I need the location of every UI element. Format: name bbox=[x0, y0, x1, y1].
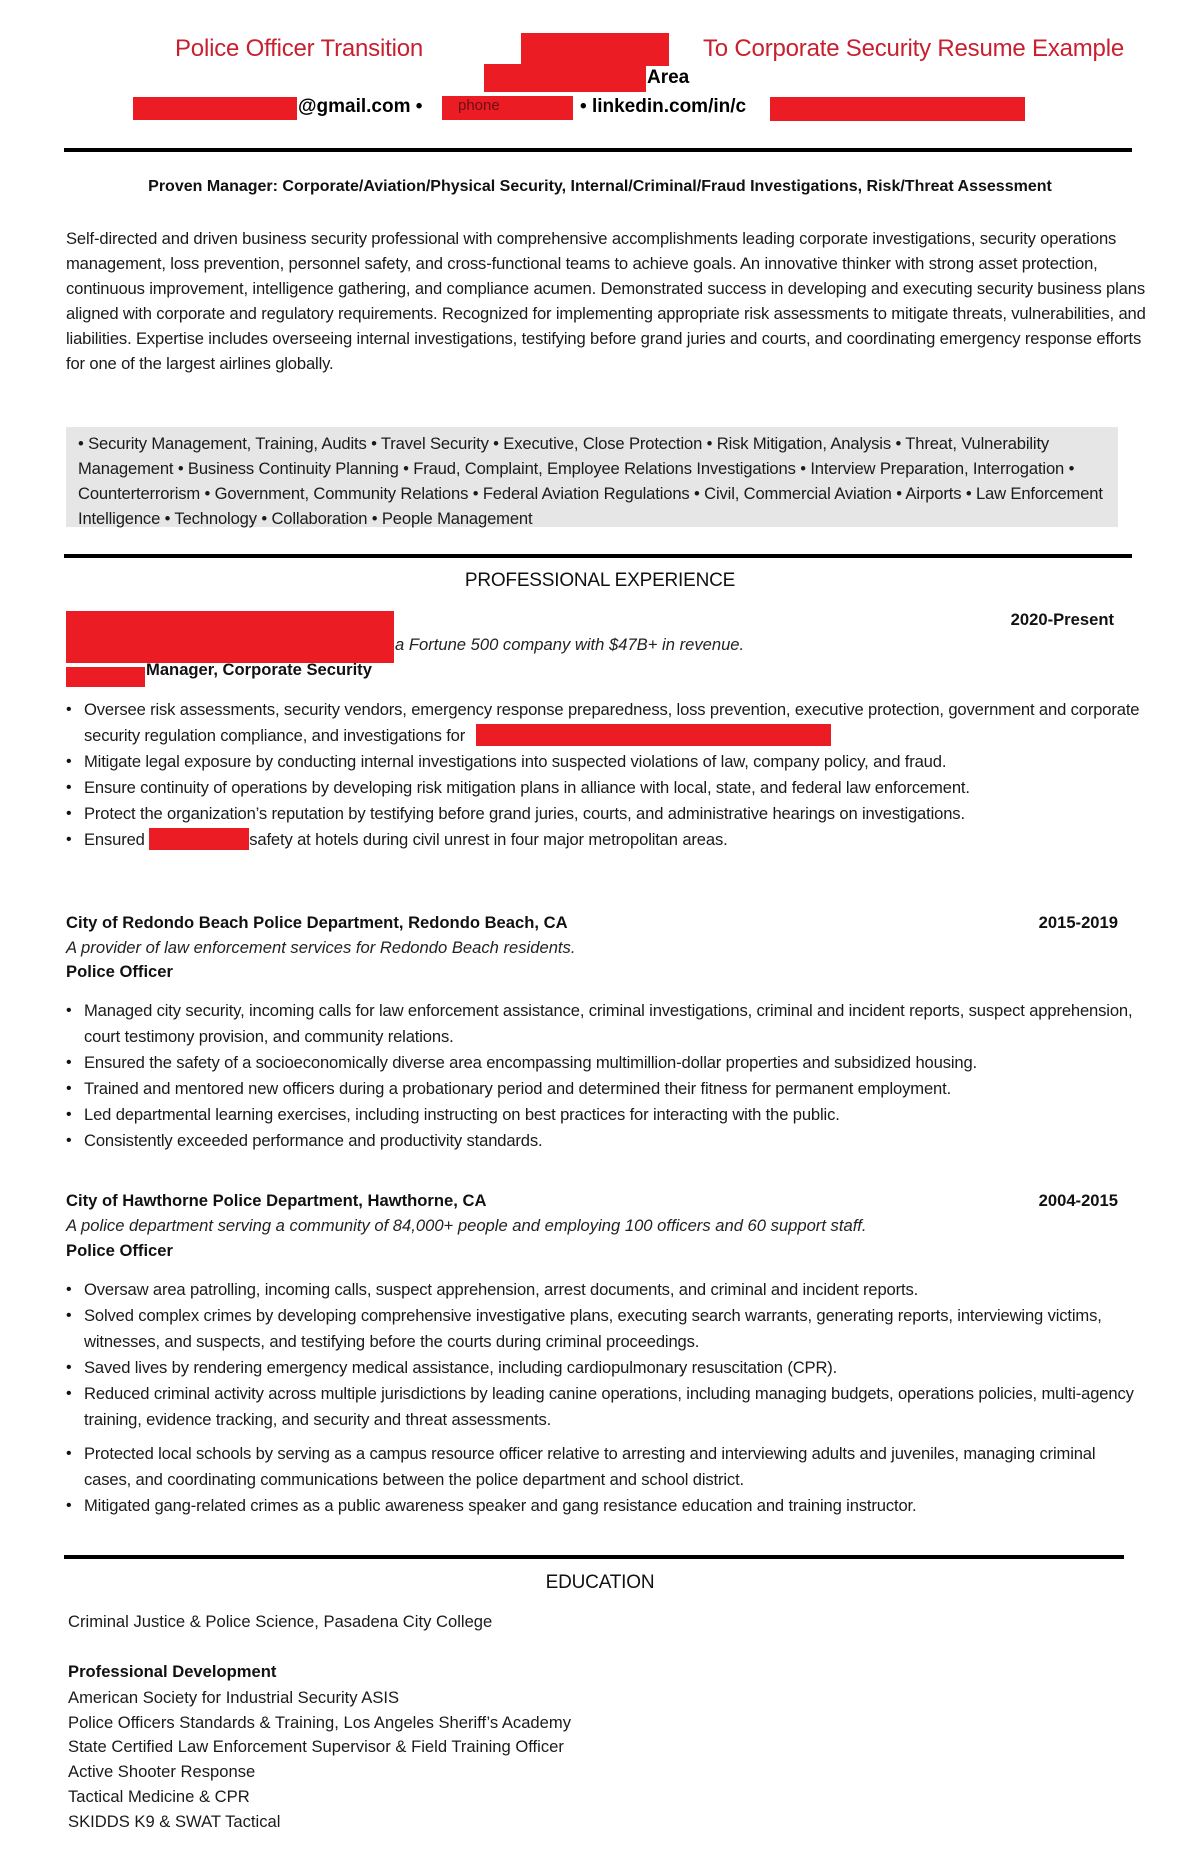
linkedin-url[interactable]: • linkedin.com/in/c bbox=[580, 96, 747, 117]
job-dates: 2004-2015 bbox=[1038, 1191, 1118, 1210]
job-company: City of Redondo Beach Police Department, Redondo Beach, CA bbox=[66, 913, 568, 932]
redacted-company bbox=[66, 611, 394, 663]
job-description: A police department serving a community of 84,000+ people and employing 100 officers and 60 support staff. bbox=[66, 1216, 867, 1235]
redacted-company-inline bbox=[476, 724, 831, 746]
bullet-item: • Led departmental learning exercises, including instructing on best practices for interacting with the public. bbox=[66, 1102, 1146, 1128]
bullet-item: • Protect the organization’s reputation by testifying before grand juries, courts, and administrative hearings on investigations. bbox=[66, 801, 1146, 827]
job-title: Police Officer bbox=[66, 962, 173, 981]
prof-dev-item: Tactical Medicine & CPR bbox=[68, 1786, 250, 1806]
prof-dev-item: State Certified Law Enforcement Supervisor & Field Training Officer bbox=[68, 1737, 564, 1757]
redacted-title-prefix bbox=[66, 667, 145, 687]
job-dates: 2020-Present bbox=[1010, 610, 1114, 629]
bullet-item: • Reduced criminal activity across multiple jurisdictions by leading canine operations, including managing budgets, operations policies, multi-agency training, evidence tracking, and security and threat assessments. bbox=[66, 1381, 1146, 1433]
divider-top bbox=[64, 148, 1132, 152]
bullet-item: • Trained and mentored new officers during a probationary period and determined their fitness for permanent employment. bbox=[66, 1076, 1146, 1102]
summary-paragraph: Self-directed and driven business security professional with comprehensive accomplishments leading corporate investigations, security operations management, loss prevention, personnel safety, and cross-functional teams to achieve goals. An innovative thinker with strong asset protection, continuous improvement, intelligence gathering, and compliance acumen. Demonstrated success in developing and executing security business plans aligned with corporate and regulatory requirements. Recognized for implementing appropriate risk assessments to mitigate threats, vulnerabilities, and liabilities. Expertise includes overseeing internal investigations, testifying before grand juries and courts, and coordinating emergency response efforts for one of the largest airlines globally. bbox=[66, 229, 1146, 373]
divider-education bbox=[64, 1555, 1124, 1559]
bullet-item: • Protected local schools by serving as a campus resource officer relative to arresting and interviewing adults and juveniles, managing criminal cases, and coordinating communications between the police department and school district. bbox=[66, 1441, 1146, 1493]
prof-dev-heading: Professional Development bbox=[68, 1662, 277, 1681]
resume-title-left: Police Officer Transition bbox=[175, 35, 423, 62]
redacted-inline bbox=[149, 828, 249, 850]
tagline: Proven Manager: Corporate/Aviation/Physical Security, Internal/Criminal/Fraud Investigations, Risk/Threat Assessment bbox=[148, 178, 1052, 195]
job-description: A provider of law enforcement services for Redondo Beach residents. bbox=[66, 938, 576, 957]
job-company: City of Hawthorne Police Department, Hawthorne, CA bbox=[66, 1191, 487, 1210]
skills-list: • Security Management, Training, Audits • Travel Security • Executive, Close Protection • Risk Mitigation, Analysis • Threat, Vulnerability Management • Business Continuity Planning • Fraud, Complaint, Employee Relations Investigations • Interview Preparation, Interrogation • Counterterrorism • Government, Community Relations • Federal Aviation Regulations • Civil, Commercial Aviation • Airports • Law Enforcement Intelligence • Technology • Collaboration • People Management bbox=[78, 434, 1103, 528]
bullet-item: • Saved lives by rendering emergency medical assistance, including cardiopulmonary resuscitation (CPR). bbox=[66, 1355, 1146, 1381]
bullet-item: • Managed city security, incoming calls for law enforcement assistance, criminal investigations, criminal and incident reports, suspect apprehension, court testimony provision, and community relations. bbox=[66, 998, 1146, 1050]
bullet-item: • Mitigate legal exposure by conducting internal investigations into suspected violations of law, company policy, and fraud. bbox=[66, 749, 1146, 775]
prof-dev-item: Police Officers Standards & Training, Los Angeles Sheriff’s Academy bbox=[68, 1712, 571, 1732]
job-dates: 2015-2019 bbox=[1038, 913, 1118, 932]
bullet-item: • Consistently exceeded performance and productivity standards. bbox=[66, 1128, 1146, 1154]
section-heading-experience: PROFESSIONAL EXPERIENCE bbox=[464, 570, 736, 591]
redacted-name bbox=[521, 33, 669, 66]
redacted-phone bbox=[442, 96, 573, 120]
bullet-item: • Ensured the safety of a socioeconomically diverse area encompassing multimillion-dollar properties and subsidized housing. bbox=[66, 1050, 1146, 1076]
bullet-item: • Solved complex crimes by developing comprehensive investigative plans, executing search warrants, generating reports, interviewing victims, witnesses, and suspects, and testifying before the courts during criminal proceedings. bbox=[66, 1303, 1146, 1355]
redacted-location bbox=[484, 64, 646, 92]
degree: Criminal Justice & Police Science, Pasadena City College bbox=[68, 1612, 493, 1631]
prof-dev-list bbox=[68, 1686, 571, 1834]
divider-experience bbox=[64, 554, 1132, 558]
location-suffix: Area bbox=[647, 67, 690, 88]
resume-title-right: To Corporate Security Resume Example bbox=[703, 35, 1124, 62]
job-title: Manager, Corporate Security bbox=[146, 660, 372, 679]
bullet-item: • Ensure continuity of operations by developing risk mitigation plans in alliance with local, state, and federal law enforcement. bbox=[66, 775, 1146, 801]
email-domain[interactable]: @gmail.com • bbox=[298, 96, 423, 117]
redacted-email-user bbox=[133, 97, 297, 120]
prof-dev-item: American Society for Industrial Security ASIS bbox=[68, 1688, 400, 1707]
skills-box bbox=[66, 427, 1118, 527]
prof-dev-item: Active Shooter Response bbox=[68, 1762, 256, 1782]
job-description: a Fortune 500 company with $47B+ in revenue. bbox=[395, 635, 745, 654]
prof-dev-item: SKIDDS K9 & SWAT Tactical bbox=[68, 1811, 281, 1831]
phone-placeholder: phone bbox=[458, 97, 500, 114]
section-heading-education: EDUCATION bbox=[545, 1572, 655, 1593]
redacted-linkedin bbox=[770, 97, 1025, 121]
bullet-item: • Oversee risk assessments, security vendors, emergency response preparedness, loss prevention, executive protection, government and corporate security regulation compliance, and investigations for bbox=[66, 697, 1146, 749]
bullet-item: • Mitigated gang-related crimes as a public awareness speaker and gang resistance education and training instructor. bbox=[66, 1493, 1146, 1519]
job-bullets bbox=[66, 697, 1146, 853]
bullet-item: • Oversaw area patrolling, incoming calls, suspect apprehension, arrest documents, and criminal and incident reports. bbox=[66, 1277, 1146, 1303]
bullet-item: • Ensured safety at hotels during civil unrest in four major metropolitan areas. bbox=[66, 827, 1146, 853]
job-bullets bbox=[66, 1277, 1146, 1519]
job-bullets bbox=[66, 998, 1146, 1154]
job-title: Police Officer bbox=[66, 1241, 173, 1260]
